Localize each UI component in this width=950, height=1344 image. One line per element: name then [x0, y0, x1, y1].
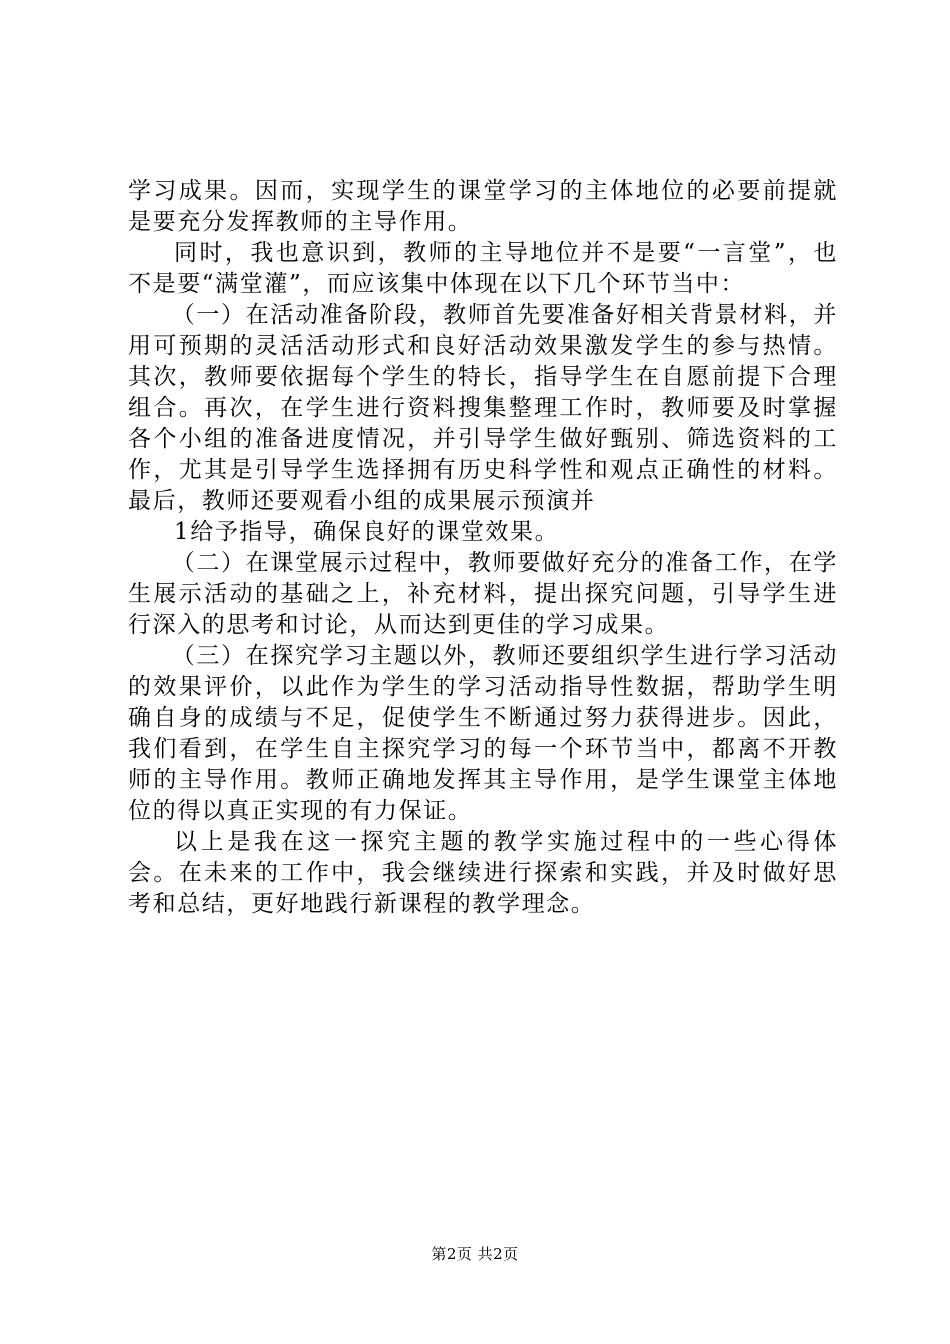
paragraph-section-two: （二）在课堂展示过程中，教师要做好充分的准备工作，在学生展示活动的基础之上，补充材料，提出探究问题，引导学生进行深入的思考和讨论，从而达到更佳的学习成果。	[128, 550, 838, 638]
page-number-footer: 第2页 共2页	[431, 1245, 519, 1263]
paragraph-section-one-tail: 1给予指导，确保良好的课堂效果。	[174, 519, 560, 545]
document-body	[128, 176, 838, 920]
paragraph-teacher-role: 同时，我也意识到，教师的主导地位并不是要“一言堂”，也不是要“满堂灌”，而应该集中体现在以下几个环节当中：	[128, 240, 838, 297]
paragraph-section-one: （一）在活动准备阶段，教师首先要准备好相关背景材料，并用可预期的灵活活动形式和良好活动效果激发学生的参与热情。其次，教师要依据每个学生的特长，指导学生在自愿前提下合理组合。再次，在学生进行资料搜集整理工作时，教师要及时掌握各个小组的准备进度情况，并引导学生做好甄别、筛选资料的工作，尤其是引导学生选择拥有历史科学性和观点正确性的材料。最后，教师还要观看小组的成果展示预演并	[128, 302, 838, 514]
paragraph-conclusion: 以上是我在这一探究主题的教学实施过程中的一些心得体会。在未来的工作中，我会继续进行探索和实践，并及时做好思考和总结，更好地践行新课程的教学理念。	[128, 829, 838, 917]
paragraph-continued: 学习成果。因而，实现学生的课堂学习的主体地位的必要前提就是要充分发挥教师的主导作用。	[128, 178, 838, 235]
paragraph-section-three: （三）在探究学习主题以外，教师还要组织学生进行学习活动的效果评价，以此作为学生的学习活动指导性数据，帮助学生明确自身的成绩与不足，促使学生不断通过努力获得进步。因此，我们看到，在学生自主探究学习的每一个环节当中，都离不开教师的主导作用。教师正确地发挥其主导作用，是学生课堂主体地位的得以真正实现的有力保证。	[128, 643, 838, 824]
